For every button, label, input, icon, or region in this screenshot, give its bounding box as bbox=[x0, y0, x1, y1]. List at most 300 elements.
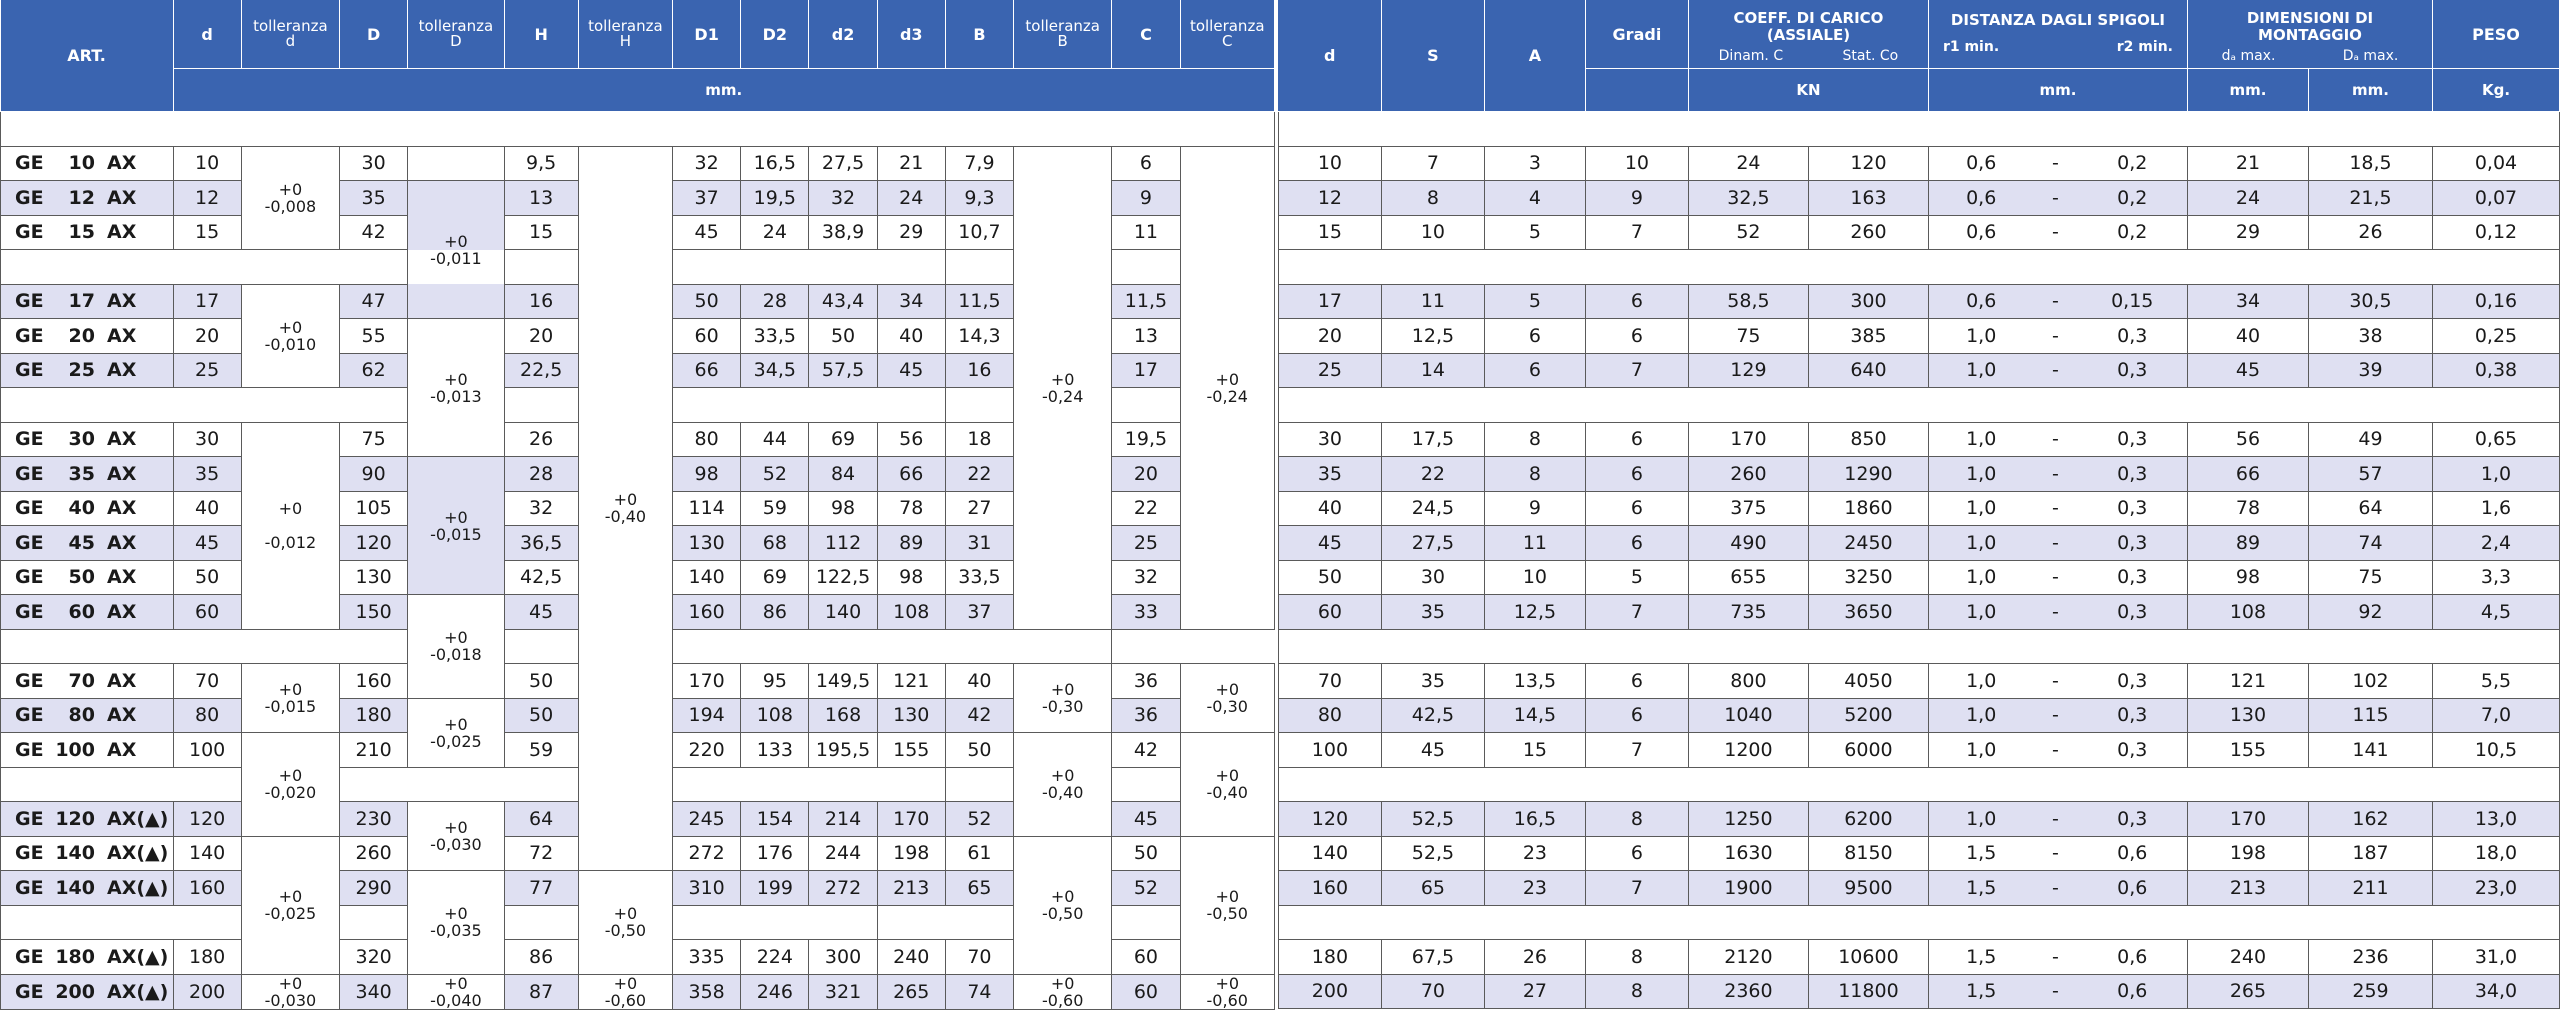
tolerance-D: +0 -0,025 bbox=[408, 698, 504, 767]
cell-C: 9 bbox=[1112, 181, 1180, 216]
cell-r1: 0,6 bbox=[1928, 181, 2033, 216]
cell-B: 16 bbox=[945, 353, 1013, 388]
cell-D2: 59 bbox=[741, 491, 809, 526]
table-row bbox=[1278, 733, 2559, 768]
cell-D1: 32 bbox=[673, 146, 741, 181]
cell-C: 11,5 bbox=[1112, 284, 1180, 319]
cell-d3: 240 bbox=[877, 940, 945, 975]
cell-Da: 75 bbox=[2308, 560, 2432, 595]
table-row bbox=[1278, 353, 2559, 388]
cell-H: 32 bbox=[504, 491, 578, 526]
cell-dash: - bbox=[2033, 974, 2077, 1009]
col-distanza: DISTANZA DAGLI SPIGOLI r1 min. r2 min. bbox=[1928, 0, 2187, 69]
col-r1: r1 min. bbox=[1942, 39, 2000, 55]
cell-d3: 78 bbox=[877, 491, 945, 526]
cell-da: 213 bbox=[2187, 871, 2308, 906]
cell-stat: 8150 bbox=[1808, 836, 1928, 871]
cell-d2: 122,5 bbox=[809, 560, 877, 595]
cell-C: 36 bbox=[1112, 698, 1180, 733]
col-H: H bbox=[504, 0, 578, 69]
cell-gradi: 9 bbox=[1585, 181, 1688, 216]
cell-d2: 112 bbox=[809, 526, 877, 561]
cell-peso: 1,6 bbox=[2433, 491, 2560, 526]
cell-d3: 108 bbox=[877, 595, 945, 630]
cell-rd: 70 bbox=[1278, 664, 1381, 699]
cell-S: 42,5 bbox=[1381, 698, 1484, 733]
cell-A: 6 bbox=[1484, 319, 1585, 354]
cell-H: 20 bbox=[504, 319, 578, 354]
cell-d: 60 bbox=[173, 595, 241, 630]
cell-r1: 1,0 bbox=[1928, 526, 2033, 561]
cell-D: 35 bbox=[340, 181, 408, 216]
cell-H: 64 bbox=[504, 802, 578, 837]
cell-d2: 57,5 bbox=[809, 353, 877, 388]
cell-dinam: 52 bbox=[1688, 215, 1808, 250]
cell-A: 14,5 bbox=[1484, 698, 1585, 733]
cell-Da: 211 bbox=[2308, 871, 2432, 906]
cell-peso: 0,07 bbox=[2433, 181, 2560, 216]
cell-r2: 0,3 bbox=[2077, 353, 2187, 388]
tolerance-d: +0 -0,020 bbox=[241, 733, 339, 837]
cell-da: 265 bbox=[2187, 974, 2308, 1009]
cell-D: 130 bbox=[340, 560, 408, 595]
article-code: GE 50 AX bbox=[1, 560, 174, 595]
cell-Da: 92 bbox=[2308, 595, 2432, 630]
cell-d3: 98 bbox=[877, 560, 945, 595]
col-da: dₐ max. bbox=[2221, 47, 2276, 64]
cell-S: 67,5 bbox=[1381, 940, 1484, 975]
cell-D2: 34,5 bbox=[741, 353, 809, 388]
cell-d2: 38,9 bbox=[809, 215, 877, 250]
cell-Da: 74 bbox=[2308, 526, 2432, 561]
cell-D1: 220 bbox=[673, 733, 741, 768]
group-spacer bbox=[1278, 767, 2559, 802]
cell-rd: 12 bbox=[1278, 181, 1381, 216]
cell-r2: 0,3 bbox=[2077, 664, 2187, 699]
cell-Da: 141 bbox=[2308, 733, 2432, 768]
cell-stat: 6000 bbox=[1808, 733, 1928, 768]
cell-stat: 11800 bbox=[1808, 974, 1928, 1009]
cell-d3: 24 bbox=[877, 181, 945, 216]
cell-B: 14,3 bbox=[945, 319, 1013, 354]
cell-S: 27,5 bbox=[1381, 526, 1484, 561]
cell-da: 98 bbox=[2187, 560, 2308, 595]
cell-r1: 0,6 bbox=[1928, 215, 2033, 250]
cell-gradi: 6 bbox=[1585, 457, 1688, 492]
cell-da: 29 bbox=[2187, 215, 2308, 250]
cell-S: 12,5 bbox=[1381, 319, 1484, 354]
cell-C: 6 bbox=[1112, 146, 1180, 181]
cell-d2: 214 bbox=[809, 802, 877, 837]
cell-rd: 45 bbox=[1278, 526, 1381, 561]
table-row bbox=[1, 974, 1275, 1009]
group-spacer bbox=[1278, 629, 2559, 664]
cell-d: 45 bbox=[173, 526, 241, 561]
table-row bbox=[1, 146, 1275, 181]
cell-d3: 45 bbox=[877, 353, 945, 388]
cell-dinam: 655 bbox=[1688, 560, 1808, 595]
cell-H: 45 bbox=[504, 595, 578, 630]
cell-r2: 0,3 bbox=[2077, 457, 2187, 492]
cell-dinam: 1630 bbox=[1688, 836, 1808, 871]
cell-A: 16,5 bbox=[1484, 802, 1585, 837]
tolerance-B: +0 -0,60 bbox=[1014, 974, 1112, 1009]
cell-d3: 155 bbox=[877, 733, 945, 768]
cell-A: 23 bbox=[1484, 836, 1585, 871]
cell-gradi: 6 bbox=[1585, 526, 1688, 561]
cell-D1: 114 bbox=[673, 491, 741, 526]
cell-rd: 40 bbox=[1278, 491, 1381, 526]
cell-D: 75 bbox=[340, 422, 408, 457]
cell-D: 105 bbox=[340, 491, 408, 526]
cell-A: 10 bbox=[1484, 560, 1585, 595]
cell-d: 160 bbox=[173, 871, 241, 906]
cell-d2: 43,4 bbox=[809, 284, 877, 319]
cell-D1: 310 bbox=[673, 871, 741, 906]
cell-Da: 26 bbox=[2308, 215, 2432, 250]
cell-r2: 0,3 bbox=[2077, 422, 2187, 457]
col-D1: D1 bbox=[673, 0, 741, 69]
cell-stat: 4050 bbox=[1808, 664, 1928, 699]
cell-r1: 1,0 bbox=[1928, 319, 2033, 354]
col-peso: PESO bbox=[2433, 0, 2560, 69]
unit-Da: mm. bbox=[2308, 69, 2432, 112]
cell-d2: 149,5 bbox=[809, 664, 877, 699]
article-code: GE 180 AX(▲) bbox=[1, 940, 174, 975]
cell-B: 27 bbox=[945, 491, 1013, 526]
cell-r2: 0,3 bbox=[2077, 319, 2187, 354]
cell-D1: 98 bbox=[673, 457, 741, 492]
cell-r2: 0,15 bbox=[2077, 284, 2187, 319]
cell-d2: 321 bbox=[809, 974, 877, 1009]
article-code: GE 80 AX bbox=[1, 698, 174, 733]
cell-Da: 21,5 bbox=[2308, 181, 2432, 216]
cell-dash: - bbox=[2033, 871, 2077, 906]
table-row bbox=[1278, 215, 2559, 250]
cell-peso: 5,5 bbox=[2433, 664, 2560, 699]
col-coeff: COEFF. DI CARICO (ASSIALE) Dinam. C Stat. Co bbox=[1688, 0, 1928, 69]
cell-da: 45 bbox=[2187, 353, 2308, 388]
cell-rd: 17 bbox=[1278, 284, 1381, 319]
cell-H: 15 bbox=[504, 215, 578, 250]
cell-D: 47 bbox=[340, 284, 408, 319]
cell-da: 155 bbox=[2187, 733, 2308, 768]
article-code: GE 35 AX bbox=[1, 457, 174, 492]
cell-A: 5 bbox=[1484, 284, 1585, 319]
cell-da: 24 bbox=[2187, 181, 2308, 216]
article-code: GE 20 AX bbox=[1, 319, 174, 354]
cell-B: 52 bbox=[945, 802, 1013, 837]
cell-gradi: 5 bbox=[1585, 560, 1688, 595]
cell-A: 27 bbox=[1484, 974, 1585, 1009]
cell-d3: 121 bbox=[877, 664, 945, 699]
cell-stat: 3650 bbox=[1808, 595, 1928, 630]
cell-B: 18 bbox=[945, 422, 1013, 457]
cell-peso: 1,0 bbox=[2433, 457, 2560, 492]
unit-gradi bbox=[1585, 69, 1688, 112]
cell-Da: 38 bbox=[2308, 319, 2432, 354]
cell-D1: 245 bbox=[673, 802, 741, 837]
cell-Da: 187 bbox=[2308, 836, 2432, 871]
cell-D2: 16,5 bbox=[741, 146, 809, 181]
cell-r1: 1,0 bbox=[1928, 802, 2033, 837]
article-code: GE 140 AX(▲) bbox=[1, 871, 174, 906]
cell-D: 340 bbox=[340, 974, 408, 1009]
cell-gradi: 6 bbox=[1585, 698, 1688, 733]
table-row bbox=[1278, 284, 2559, 319]
cell-B: 33,5 bbox=[945, 560, 1013, 595]
tolerance-d: +0 -0,008 bbox=[241, 146, 339, 250]
cell-rd: 140 bbox=[1278, 836, 1381, 871]
cell-rd: 120 bbox=[1278, 802, 1381, 837]
cell-d: 70 bbox=[173, 664, 241, 699]
cell-S: 17,5 bbox=[1381, 422, 1484, 457]
tolerance-B: +0 -0,24 bbox=[1014, 146, 1112, 629]
tolerance-d: +0 -0,010 bbox=[241, 284, 339, 388]
cell-r2: 0,6 bbox=[2077, 836, 2187, 871]
cell-d3: 21 bbox=[877, 146, 945, 181]
tolerance-C: +0 -0,40 bbox=[1180, 733, 1274, 837]
cell-D2: 95 bbox=[741, 664, 809, 699]
cell-S: 65 bbox=[1381, 871, 1484, 906]
cell-stat: 5200 bbox=[1808, 698, 1928, 733]
cell-D1: 335 bbox=[673, 940, 741, 975]
cell-dinam: 1900 bbox=[1688, 871, 1808, 906]
group-spacer bbox=[1, 112, 1275, 147]
cell-gradi: 8 bbox=[1585, 974, 1688, 1009]
cell-D2: 24 bbox=[741, 215, 809, 250]
table-row bbox=[1278, 698, 2559, 733]
cell-d: 120 bbox=[173, 802, 241, 837]
cell-D: 210 bbox=[340, 733, 408, 768]
cell-dash: - bbox=[2033, 146, 2077, 181]
cell-r1: 1,5 bbox=[1928, 974, 2033, 1009]
cell-da: 34 bbox=[2187, 284, 2308, 319]
cell-D1: 130 bbox=[673, 526, 741, 561]
cell-r2: 0,3 bbox=[2077, 733, 2187, 768]
cell-gradi: 7 bbox=[1585, 353, 1688, 388]
cell-D1: 170 bbox=[673, 664, 741, 699]
cell-stat: 6200 bbox=[1808, 802, 1928, 837]
col-tol-D: tolleranza D bbox=[408, 0, 504, 69]
cell-d: 15 bbox=[173, 215, 241, 250]
cell-D2: 176 bbox=[741, 836, 809, 871]
cell-S: 30 bbox=[1381, 560, 1484, 595]
cell-C: 60 bbox=[1112, 940, 1180, 975]
cell-r2: 0,3 bbox=[2077, 595, 2187, 630]
tolerance-d: +0 -0,012 bbox=[241, 422, 339, 629]
cell-C: 13 bbox=[1112, 319, 1180, 354]
cell-C: 36 bbox=[1112, 664, 1180, 699]
cell-H: 28 bbox=[504, 457, 578, 492]
group-spacer bbox=[1278, 112, 2559, 147]
tolerance-D: +0 -0,013 bbox=[408, 319, 504, 457]
cell-peso: 3,3 bbox=[2433, 560, 2560, 595]
col-S: S bbox=[1381, 0, 1484, 112]
article-code: GE 200 AX(▲) bbox=[1, 974, 174, 1009]
cell-stat: 1860 bbox=[1808, 491, 1928, 526]
cell-S: 70 bbox=[1381, 974, 1484, 1009]
cell-dash: - bbox=[2033, 940, 2077, 975]
cell-dash: - bbox=[2033, 353, 2077, 388]
cell-stat: 850 bbox=[1808, 422, 1928, 457]
cell-Da: 102 bbox=[2308, 664, 2432, 699]
cell-D: 230 bbox=[340, 802, 408, 837]
cell-r1: 1,0 bbox=[1928, 457, 2033, 492]
cell-S: 45 bbox=[1381, 733, 1484, 768]
cell-da: 89 bbox=[2187, 526, 2308, 561]
col-C: C bbox=[1112, 0, 1180, 69]
col-art: ART. bbox=[1, 0, 174, 112]
cell-B: 42 bbox=[945, 698, 1013, 733]
cell-S: 52,5 bbox=[1381, 802, 1484, 837]
cell-d3: 40 bbox=[877, 319, 945, 354]
cell-D1: 80 bbox=[673, 422, 741, 457]
cell-r1: 1,5 bbox=[1928, 940, 2033, 975]
cell-gradi: 7 bbox=[1585, 733, 1688, 768]
article-code: GE 12 AX bbox=[1, 181, 174, 216]
cell-dinam: 170 bbox=[1688, 422, 1808, 457]
col-d3: d3 bbox=[877, 0, 945, 69]
table-row bbox=[1278, 526, 2559, 561]
cell-A: 23 bbox=[1484, 871, 1585, 906]
cell-d: 25 bbox=[173, 353, 241, 388]
cell-B: 74 bbox=[945, 974, 1013, 1009]
cell-r1: 1,0 bbox=[1928, 664, 2033, 699]
cell-gradi: 7 bbox=[1585, 215, 1688, 250]
cell-d: 200 bbox=[173, 974, 241, 1009]
cell-dash: - bbox=[2033, 595, 2077, 630]
cell-C: 45 bbox=[1112, 802, 1180, 837]
cell-peso: 0,65 bbox=[2433, 422, 2560, 457]
table-row bbox=[1278, 319, 2559, 354]
cell-D1: 272 bbox=[673, 836, 741, 871]
table-row bbox=[1278, 457, 2559, 492]
cell-r1: 1,0 bbox=[1928, 353, 2033, 388]
cell-dash: - bbox=[2033, 664, 2077, 699]
article-code: GE 30 AX bbox=[1, 422, 174, 457]
cell-rd: 35 bbox=[1278, 457, 1381, 492]
col-r2: r2 min. bbox=[2116, 39, 2173, 55]
cell-C: 52 bbox=[1112, 871, 1180, 906]
col-gradi: Gradi bbox=[1585, 0, 1688, 69]
cell-peso: 0,38 bbox=[2433, 353, 2560, 388]
cell-D2: 108 bbox=[741, 698, 809, 733]
unit-mm: mm. bbox=[173, 69, 1274, 112]
cell-Da: 115 bbox=[2308, 698, 2432, 733]
cell-H: 50 bbox=[504, 698, 578, 733]
cell-B: 9,3 bbox=[945, 181, 1013, 216]
cell-D2: 86 bbox=[741, 595, 809, 630]
cell-dinam: 375 bbox=[1688, 491, 1808, 526]
cell-A: 11 bbox=[1484, 526, 1585, 561]
cell-d: 100 bbox=[173, 733, 241, 768]
group-spacer bbox=[1278, 388, 2559, 423]
table-row bbox=[1278, 836, 2559, 871]
cell-d2: 168 bbox=[809, 698, 877, 733]
cell-H: 16 bbox=[504, 284, 578, 319]
cell-S: 24,5 bbox=[1381, 491, 1484, 526]
article-code: GE 120 AX(▲) bbox=[1, 802, 174, 837]
cell-D: 160 bbox=[340, 664, 408, 699]
cell-stat: 300 bbox=[1808, 284, 1928, 319]
cell-dinam: 1250 bbox=[1688, 802, 1808, 837]
cell-rd: 25 bbox=[1278, 353, 1381, 388]
cell-D: 42 bbox=[340, 215, 408, 250]
cell-B: 65 bbox=[945, 871, 1013, 906]
cell-H: 72 bbox=[504, 836, 578, 871]
cell-stat: 640 bbox=[1808, 353, 1928, 388]
cell-d2: 84 bbox=[809, 457, 877, 492]
tolerance-C: +0 -0,30 bbox=[1180, 664, 1274, 733]
tolerance-B: +0 -0,50 bbox=[1014, 836, 1112, 974]
article-code: GE 60 AX bbox=[1, 595, 174, 630]
tolerance-d: +0 -0,030 bbox=[241, 974, 339, 1009]
cell-gradi: 8 bbox=[1585, 940, 1688, 975]
cell-stat: 120 bbox=[1808, 146, 1928, 181]
cell-D: 90 bbox=[340, 457, 408, 492]
cell-B: 22 bbox=[945, 457, 1013, 492]
cell-H: 77 bbox=[504, 871, 578, 906]
cell-C: 22 bbox=[1112, 491, 1180, 526]
cell-D: 55 bbox=[340, 319, 408, 354]
cell-C: 20 bbox=[1112, 457, 1180, 492]
cell-D: 290 bbox=[340, 871, 408, 906]
cell-dash: - bbox=[2033, 836, 2077, 871]
cell-S: 22 bbox=[1381, 457, 1484, 492]
cell-Da: 162 bbox=[2308, 802, 2432, 837]
cell-r2: 0,6 bbox=[2077, 940, 2187, 975]
cell-rd: 160 bbox=[1278, 871, 1381, 906]
cell-gradi: 6 bbox=[1585, 491, 1688, 526]
cell-r2: 0,2 bbox=[2077, 215, 2187, 250]
tolerance-H: +0 -0,60 bbox=[578, 974, 672, 1009]
tolerance-D: +0 -0,030 bbox=[408, 802, 504, 871]
cell-B: 11,5 bbox=[945, 284, 1013, 319]
cell-dinam: 2120 bbox=[1688, 940, 1808, 975]
cell-C: 19,5 bbox=[1112, 422, 1180, 457]
cell-r1: 0,6 bbox=[1928, 284, 2033, 319]
cell-rd: 100 bbox=[1278, 733, 1381, 768]
cell-peso: 0,04 bbox=[2433, 146, 2560, 181]
cell-peso: 23,0 bbox=[2433, 871, 2560, 906]
cell-d: 50 bbox=[173, 560, 241, 595]
cell-S: 14 bbox=[1381, 353, 1484, 388]
cell-gradi: 10 bbox=[1585, 146, 1688, 181]
article-code: GE 17 AX bbox=[1, 284, 174, 319]
cell-dash: - bbox=[2033, 422, 2077, 457]
cell-B: 10,7 bbox=[945, 215, 1013, 250]
cell-d3: 213 bbox=[877, 871, 945, 906]
cell-dinam: 260 bbox=[1688, 457, 1808, 492]
cell-d: 10 bbox=[173, 146, 241, 181]
cell-A: 15 bbox=[1484, 733, 1585, 768]
cell-S: 11 bbox=[1381, 284, 1484, 319]
cell-stat: 9500 bbox=[1808, 871, 1928, 906]
cell-C: 50 bbox=[1112, 836, 1180, 871]
cell-d3: 198 bbox=[877, 836, 945, 871]
cell-gradi: 6 bbox=[1585, 422, 1688, 457]
cell-da: 170 bbox=[2187, 802, 2308, 837]
cell-S: 8 bbox=[1381, 181, 1484, 216]
article-code: GE 70 AX bbox=[1, 664, 174, 699]
cell-r1: 1,0 bbox=[1928, 733, 2033, 768]
cell-d2: 32 bbox=[809, 181, 877, 216]
unit-da: mm. bbox=[2187, 69, 2308, 112]
cell-dinam: 1200 bbox=[1688, 733, 1808, 768]
cell-stat: 10600 bbox=[1808, 940, 1928, 975]
cell-H: 86 bbox=[504, 940, 578, 975]
